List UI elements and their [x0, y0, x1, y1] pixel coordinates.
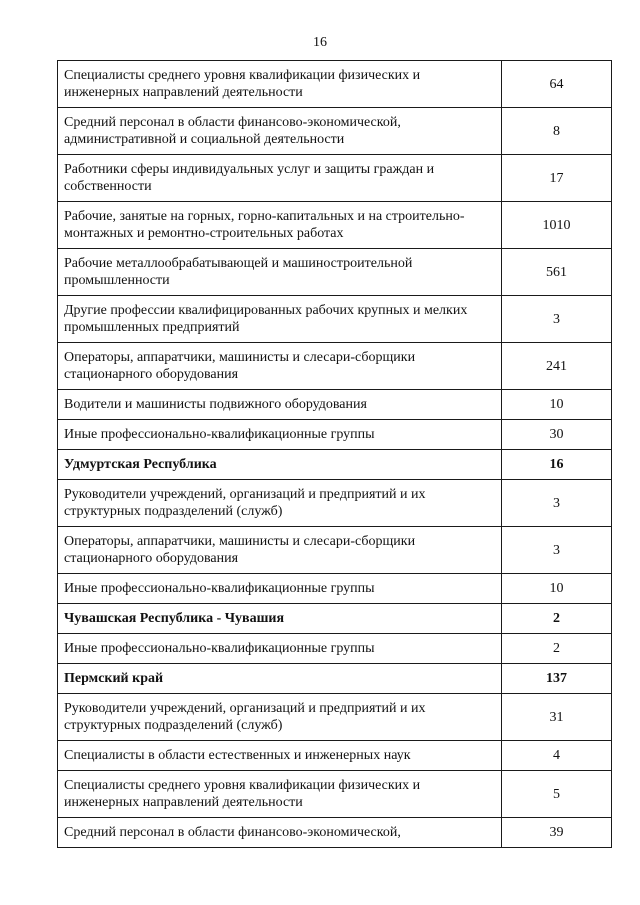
row-label: Работники сферы индивидуальных услуг и защиты граждан и собственности [58, 155, 502, 202]
table-row [58, 296, 612, 343]
row-label: Другие профессии квалифицированных рабочих крупных и мелких промышленных предприятий [58, 296, 502, 343]
row-value: 10 [502, 390, 612, 420]
profession-table [57, 60, 612, 848]
region-row [58, 664, 612, 694]
table-row [58, 527, 612, 574]
row-value: 2 [502, 634, 612, 664]
table-row [58, 202, 612, 249]
row-value: 1010 [502, 202, 612, 249]
row-label: Операторы, аппаратчики, машинисты и слесари-сборщики стационарного оборудования [58, 527, 502, 574]
table-row [58, 249, 612, 296]
table-row [58, 480, 612, 527]
region-total: 2 [502, 604, 612, 634]
row-value: 39 [502, 818, 612, 848]
table-row [58, 61, 612, 108]
table-row [58, 420, 612, 450]
row-value: 8 [502, 108, 612, 155]
row-value: 3 [502, 480, 612, 527]
row-value: 561 [502, 249, 612, 296]
row-value: 31 [502, 694, 612, 741]
row-label: Руководители учреждений, организаций и предприятий и их структурных подразделений (служб) [58, 694, 502, 741]
row-label: Операторы, аппаратчики, машинисты и слесари-сборщики стационарного оборудования [58, 343, 502, 390]
table-row [58, 390, 612, 420]
region-name: Пермский край [58, 664, 502, 694]
row-value: 64 [502, 61, 612, 108]
row-label: Иные профессионально-квалификационные группы [58, 420, 502, 450]
page-number: 16 [313, 35, 327, 50]
region-row [58, 604, 612, 634]
row-label: Руководители учреждений, организаций и предприятий и их структурных подразделений (служб) [58, 480, 502, 527]
row-label: Иные профессионально-квалификационные группы [58, 574, 502, 604]
table-row [58, 771, 612, 818]
region-row [58, 450, 612, 480]
row-label: Иные профессионально-квалификационные группы [58, 634, 502, 664]
region-name: Удмуртская Республика [58, 450, 502, 480]
table-row [58, 343, 612, 390]
region-name: Чувашская Республика - Чувашия [58, 604, 502, 634]
table-row [58, 108, 612, 155]
row-value: 30 [502, 420, 612, 450]
row-value: 5 [502, 771, 612, 818]
row-value: 3 [502, 296, 612, 343]
row-label: Специалисты в области естественных и инженерных наук [58, 741, 502, 771]
row-label: Специалисты среднего уровня квалификации физических и инженерных направлений деятельности [58, 771, 502, 818]
table-row [58, 634, 612, 664]
region-total: 137 [502, 664, 612, 694]
row-label: Рабочие металлообрабатывающей и машиностроительной промышленности [58, 249, 502, 296]
row-label: Средний персонал в области финансово-экономической, [58, 818, 502, 848]
table-row [58, 155, 612, 202]
table-row [58, 818, 612, 848]
row-value: 3 [502, 527, 612, 574]
row-value: 17 [502, 155, 612, 202]
row-label: Специалисты среднего уровня квалификации физических и инженерных направлений деятельности [58, 61, 502, 108]
row-label: Водители и машинисты подвижного оборудования [58, 390, 502, 420]
table-row [58, 694, 612, 741]
region-total: 16 [502, 450, 612, 480]
row-value: 4 [502, 741, 612, 771]
table-row [58, 741, 612, 771]
table-row [58, 574, 612, 604]
row-value: 10 [502, 574, 612, 604]
row-label: Рабочие, занятые на горных, горно-капитальных и на строительно-монтажных и ремонтно-строительных работах [58, 202, 502, 249]
row-value: 241 [502, 343, 612, 390]
row-label: Средний персонал в области финансово-экономической, административной и социальной деятельности [58, 108, 502, 155]
